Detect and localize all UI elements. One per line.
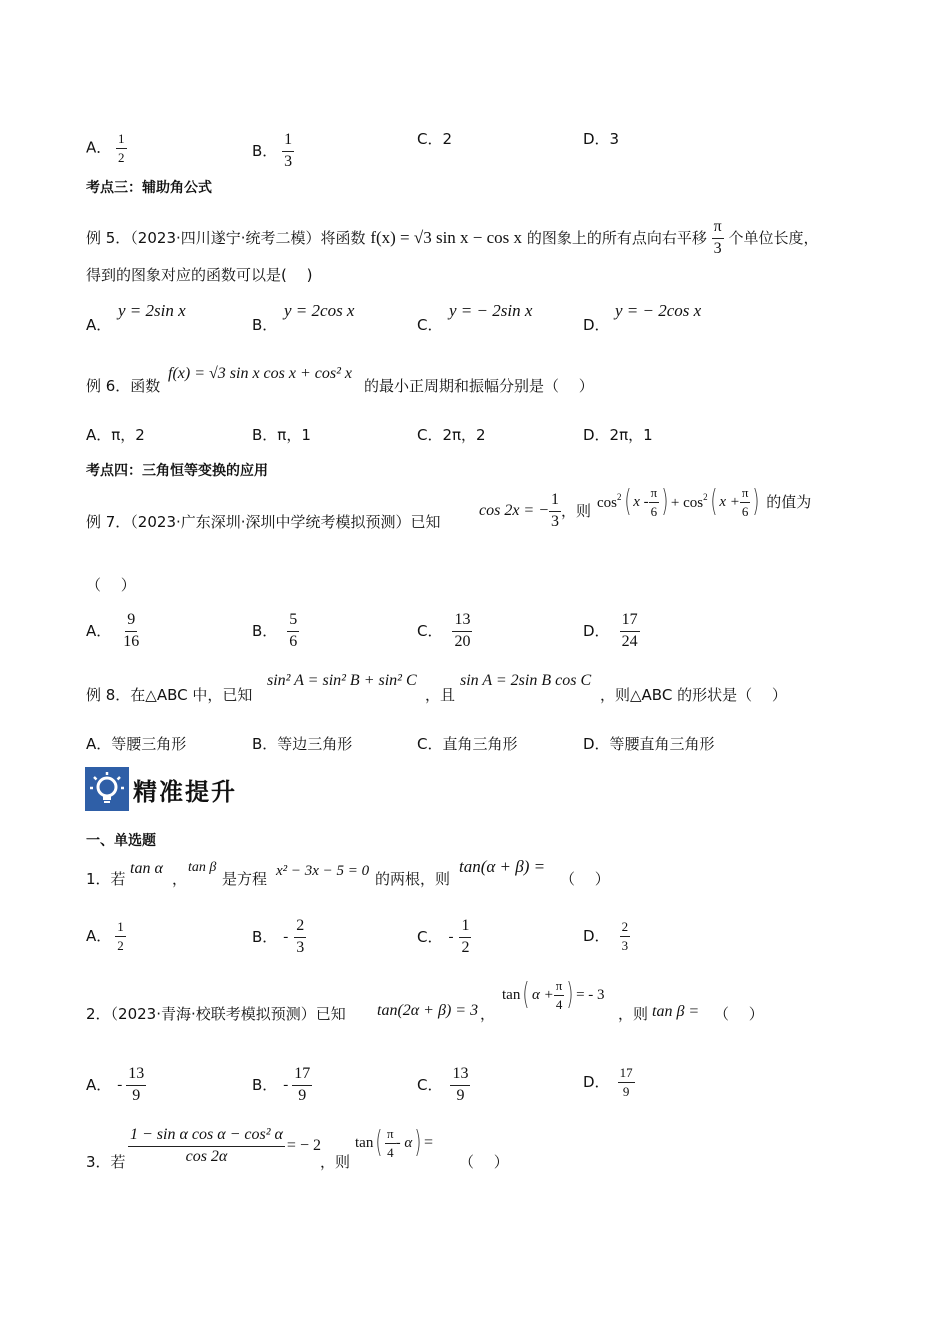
q2-option-a: A． - $\frac{13}{9}$ xyxy=(86,1065,145,1104)
q2-option-d: D． $\frac{17}{9}$ xyxy=(583,1065,633,1099)
fraction: $\frac{\pi}{4}$ xyxy=(555,978,563,1012)
q3-then: ，则 xyxy=(320,1153,351,1171)
ex7-option-a: A． $\frac{9}{16}$ xyxy=(86,611,140,650)
fraction: $\frac{9}{16}$ xyxy=(123,611,140,650)
ex8-prefix: 例 8．在△ABC 中，已知 xyxy=(86,686,253,704)
section-banner xyxy=(85,767,237,811)
fraction: $\frac{13}{20}$ xyxy=(454,611,471,650)
ex8-option-b: B．等边三角形 xyxy=(252,735,353,753)
ex8-option-c: C．直角三角形 xyxy=(417,735,518,753)
ex7-option-d: D． $\frac{17}{24}$ xyxy=(583,611,638,650)
ex6-option-b: B．π，1 xyxy=(252,426,311,444)
fraction: $\frac{13}{9}$ xyxy=(128,1065,145,1104)
fraction: $\frac{\pi}{6}$ xyxy=(741,485,749,519)
fraction: $\frac{2}{3}$ xyxy=(296,917,305,956)
ex5-option-c-label: C． xyxy=(417,316,443,334)
fraction: $\frac{2}{3}$ xyxy=(621,919,629,953)
ex6-suffix: 的最小正周期和振幅分别是（ ） xyxy=(364,377,594,395)
q0-option-a: A． $\frac{1}{2}$ xyxy=(86,131,125,165)
ex5-option-b-label: B． xyxy=(252,316,278,334)
lightbulb-icon xyxy=(85,767,129,811)
ex5-option-b: y = 2cos x xyxy=(284,301,355,320)
q2-option-c: C． $\frac{13}{9}$ xyxy=(417,1065,469,1104)
q1-option-b: B． - $\frac{2}{3}$ xyxy=(252,917,305,956)
ex7-option-b: B． $\frac{5}{6}$ xyxy=(252,611,298,650)
ex7-option-c: C． $\frac{13}{20}$ xyxy=(417,611,471,650)
q2-paren: （ ） xyxy=(714,1005,764,1023)
ex5-stem: 例 5．（2023·四川遂宁·统考二模）将函数 f(x) = √3 sin x − cos x 的图象上的所有点向右平移 $\frac{\pi}{3}$ 个单位长度， xyxy=(86,218,819,257)
fraction: $\frac{17}{24}$ xyxy=(621,611,638,650)
ex8-and: ，且 xyxy=(425,686,456,704)
fraction: $\frac{1}{2}$ xyxy=(118,131,125,165)
q3-prefix: 3．若 xyxy=(86,1153,126,1171)
ex7-paren: （ ） xyxy=(86,576,136,594)
ex6-option-a: A．π，2 xyxy=(86,426,145,444)
ex5-option-a: y = 2sin x xyxy=(118,301,186,320)
fraction: $\frac{1}{2}$ xyxy=(461,917,470,956)
q0-option-d: D．3 xyxy=(583,130,620,148)
fraction: $\frac{1}{2}$ xyxy=(117,919,124,953)
ex8-suffix: ，则△ABC 的形状是（ ） xyxy=(600,686,787,704)
q2-ask: tan β = xyxy=(652,1003,700,1020)
q1-prefix: 1．若 xyxy=(86,870,126,888)
q3-ask: tan ( $\frac{\pi}{4}$ - α ) = xyxy=(355,1125,433,1161)
ex7-prefix: 例 7．（2023·广东深圳·深圳中学统考模拟预测）已知 xyxy=(86,513,441,531)
q2-comma: ， xyxy=(480,1005,496,1023)
ex8-equation-2: sin A = 2sin B cos C xyxy=(460,672,592,689)
q0-option-b: B． $\frac{1}{3}$ xyxy=(252,131,293,170)
banner-title: 精准提升 xyxy=(133,777,237,806)
section-title: 考点四：三角恒等变换的应用 xyxy=(86,463,268,479)
q1-mid: 是方程 xyxy=(222,870,268,888)
section-title: 考点三：辅助角公式 xyxy=(86,180,212,196)
fraction: $\frac{1}{3}$ xyxy=(284,131,293,170)
ex7-expression: $\cos^2$ ( x - $\frac{\pi}{6}$ ) + $\cos^2$ ( x + $\frac{\pi}{6}$ ) 的值为 xyxy=(597,484,812,520)
q1-option-d: D． $\frac{2}{3}$ xyxy=(583,919,629,953)
ex6-option-d: D．2π，1 xyxy=(583,426,653,444)
fraction: $\frac{\pi}{4}$ xyxy=(387,1126,394,1160)
fraction: $\frac{\pi}{6}$ xyxy=(650,485,658,519)
q1-tan-beta: tan β xyxy=(188,860,217,875)
ex5-option-a-label: A． xyxy=(86,316,112,334)
ex7-condition: cos 2x = − $\frac{1}{3}$ ，则 xyxy=(479,491,592,530)
ex5-stem-line2: 得到的图象对应的函数可以是( ) xyxy=(86,266,313,284)
fraction: $\frac{5}{6}$ xyxy=(289,611,298,650)
q3-condition: $\frac{\text{1 − sin α cos α − cos² α}}{\cos 2\alpha}$ = − 2 xyxy=(130,1126,321,1165)
q1-option-a: A． $\frac{1}{2}$ xyxy=(86,919,124,953)
q1-ask: tan(α + β) = xyxy=(459,857,546,876)
q1-tan-alpha: tan α xyxy=(130,860,163,877)
q1-comma: ， xyxy=(172,870,188,888)
math-expression: f(x) = √3 sin x − cos x xyxy=(370,227,523,247)
fraction: $\frac{\pi}{3}$ xyxy=(713,218,722,257)
ex6-prefix: 例 6．函数 xyxy=(86,377,161,395)
fraction: $\frac{1}{3}$ xyxy=(551,491,560,530)
ex5-option-c: y = − 2sin x xyxy=(449,301,533,320)
fraction: $\frac{17}{9}$ xyxy=(619,1065,633,1099)
q2-then: ，则 xyxy=(618,1005,649,1023)
q0-option-c: C．2 xyxy=(417,130,453,148)
ex5-option-d: y = − 2cos x xyxy=(615,301,702,320)
ex6-option-c: C．2π，2 xyxy=(417,426,486,444)
q1-equation: x² − 3x − 5 = 0 xyxy=(276,863,370,879)
ex5-option-d-label: D． xyxy=(583,316,610,334)
q2-equation-1: tan(2α + β) = 3 xyxy=(377,1002,479,1019)
fraction: $\frac{\text{1 − sin α cos α − cos² α}}{\cos 2\alpha}$ xyxy=(130,1126,283,1165)
part-title: 一、单选题 xyxy=(86,833,156,849)
fraction: $\frac{13}{9}$ xyxy=(452,1065,469,1104)
ex6-function: f(x) = √3 sin x cos x + cos² x xyxy=(168,365,353,382)
q3-paren: （ ） xyxy=(459,1153,509,1171)
q2-option-b: B． - $\frac{17}{9}$ xyxy=(252,1065,311,1104)
q2-equation-2: tan ( α + $\frac{\pi}{4}$ ) = - 3 xyxy=(502,977,605,1013)
ex8-option-a: A．等腰三角形 xyxy=(86,735,187,753)
fraction: $\frac{17}{9}$ xyxy=(294,1065,311,1104)
q1-mid2: 的两根，则 xyxy=(375,870,451,888)
q2-prefix: 2．（2023·青海·校联考模拟预测）已知 xyxy=(86,1005,346,1023)
q1-paren: （ ） xyxy=(560,870,610,888)
ex8-option-d: D．等腰直角三角形 xyxy=(583,735,715,753)
q1-option-c: C． - $\frac{1}{2}$ xyxy=(417,917,470,956)
ex8-equation-1: sin² A = sin² B + sin² C xyxy=(267,672,417,689)
